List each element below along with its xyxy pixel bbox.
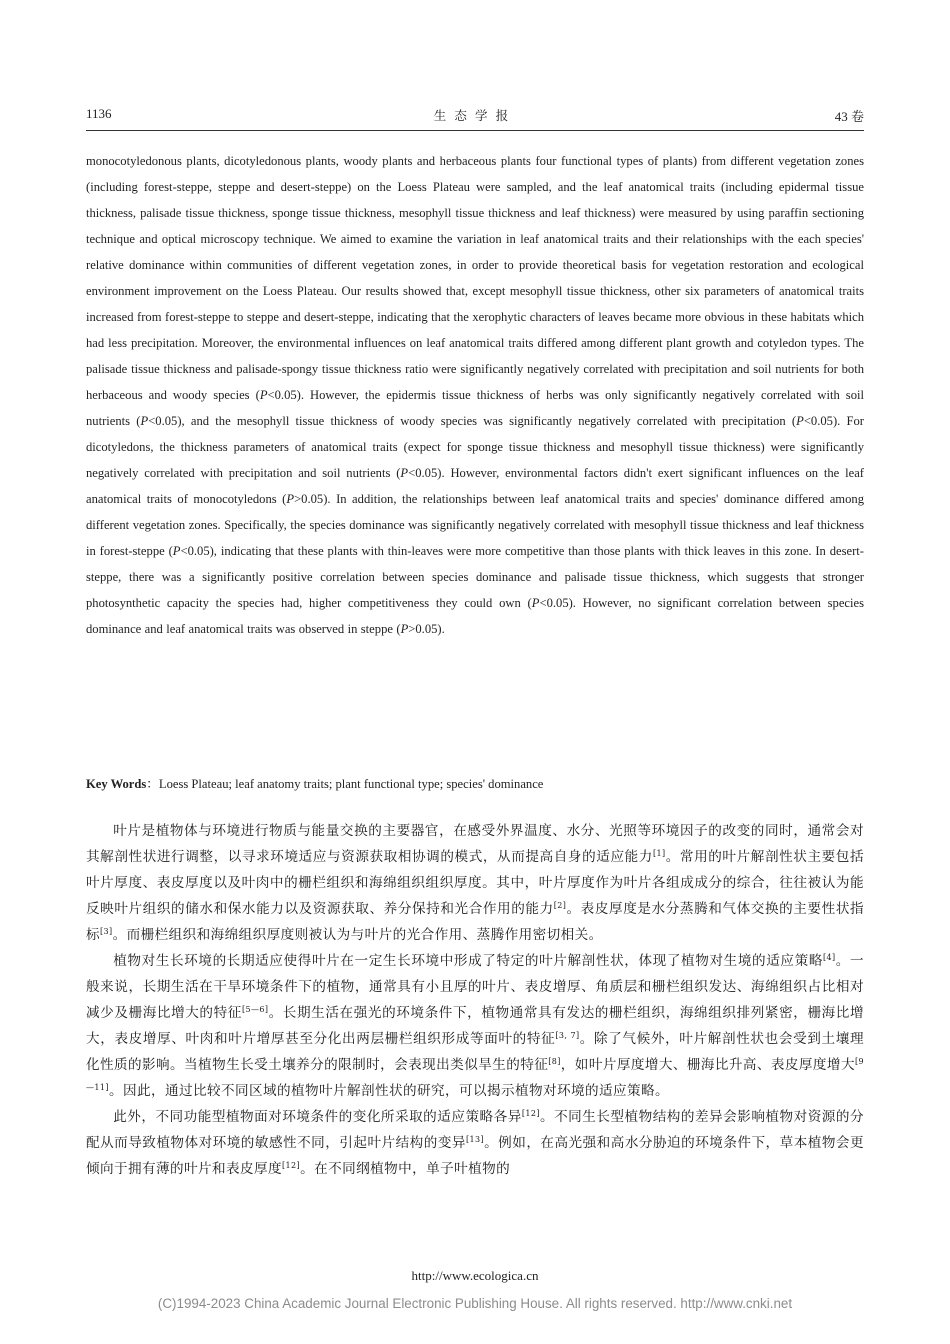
paragraph-text: 。因此，通过比较不同区域的植物叶片解剖性状的研究，可以揭示植物对环境的适应策略。 [108, 1083, 670, 1099]
journal-title: 生态学报 [433, 108, 517, 123]
p-symbol: P [259, 388, 268, 402]
running-header [86, 106, 864, 130]
p-symbol: P [796, 414, 804, 428]
english-abstract [86, 148, 864, 642]
paragraph-text: 。表皮厚度是水分蒸腾和气体交换的主要性状指标 [86, 901, 864, 943]
copyright-watermark: (C)1994-2023 China Academic Journal Electronic Publishing House. All rights reserved. http://www.cnki.net [157, 1296, 793, 1311]
abstract-text: <0.05). However, no significant correlation between species dominance and leaf anatomical traits was observed in steppe ( [86, 596, 864, 636]
abstract-text: >0.05). [408, 622, 445, 636]
p-symbol: P [531, 596, 540, 610]
paragraph-text: 。除了气候外，叶片解剖性状也会受到土壤理化性质的影响。当植物生长受土壤养分的限制时，会表现出类似旱生的特征 [86, 1031, 864, 1073]
abstract-text: <0.05). However, the epidermis tissue thickness of herbs was only significantly negatively correlated with soil nutrients ( [86, 388, 864, 428]
abstract-text: <0.05). However, environmental factors didn't exert significant influences on the leaf anatomical traits of monocotyledons ( [86, 466, 864, 506]
paragraph-text: 。在不同纲植物中，单子叶植物的 [300, 1161, 511, 1177]
citation: [9—11] [86, 1057, 864, 1092]
page-number: 1136 [86, 106, 112, 121]
citation: [12] [521, 1109, 540, 1118]
citation: [2] [553, 901, 567, 910]
paragraph-text: 此外，不同功能型植物面对环境条件的变化所采取的适应策略各异 [113, 1109, 522, 1125]
citation: [13] [465, 1135, 485, 1144]
abstract-text: <0.05). For dicotyledons, the thickness parameters of anatomical traits (expect for sponge tissue thickness and mesophyll tissue thickness) were significantly negatively correlated with precipitation and soil nutrients ( [86, 414, 864, 480]
abstract-text: monocotyledonous plants, dicotyledonous plants, woody plants and herbaceous plants four functional types of plants) from different vegetation zones (including forest-steppe, steppe and desert-steppe) on the Loess Plateau were sampled, and the leaf anatomical traits (including epidermal tissue thickness, palisade tissue thickness, sponge tissue thickness, mesophyll tissue thickness and leaf thickness) were measured by using paraffin sectioning technique and optical microscopy technique. We aimed to examine the variation in leaf anatomical traits and their relationships with the each species' relative dominance within communities of different vegetation zones, in order to provide theoretical basis for vegetation restoration and ecological environment improvement on the Loess Plateau. Our results showed that, except mesophyll tissue thickness, other six parameters of anatomical traits increased from forest-steppe to steppe and desert-steppe, indicating that the xerophytic characters of leaves became more obvious in these habitats which had less precipitation. Moreover, the environmental influences on leaf anatomical traits differed among different plant growth and cotyledon types. The palisade tissue thickness and palisade-spongy tissue thickness ratio were significantly negatively correlated with precipitation and soil nutrients for both herbaceous and woody species ( [86, 154, 864, 402]
paragraph-text: 。例如，在高光强和高水分胁迫的环境条件下，草本植物会更倾向于拥有薄的叶片和表皮厚度 [86, 1135, 864, 1177]
key-words [86, 772, 864, 796]
paragraph-text: 。一般来说，长期生活在干旱环境条件下的植物，通常具有小且厚的叶片、表皮增厚、角质层和栅栏组织发达、海绵组织占比相对减少及栅海比增大的特征 [86, 953, 864, 1021]
citation: [12] [282, 1161, 301, 1170]
abstract-text: <0.05), and the mesophyll tissue thickness of woody species was significantly negatively correlated with precipitation ( [148, 414, 797, 428]
paragraph-text: 叶片是植物体与环境进行物质与能量交换的主要器官，在感受外界温度、水分、光照等环境因子的改变的同时，通常会对其解剖性状进行调整，以寻求环境适应与资源获取相协调的模式，从而提高自身的适应能力 [86, 823, 864, 865]
volume-label: 43 卷 [834, 109, 864, 124]
p-symbol: P [400, 622, 409, 636]
citation: [3, 7] [555, 1031, 580, 1040]
citation: [5—6] [241, 1005, 269, 1014]
paragraph-text: 。而栅栏组织和海绵组织厚度则被认为与叶片的光合作用、蒸腾作用密切相关。 [112, 927, 603, 943]
paragraph-text: ，如叶片厚度增大、栅海比升高、表皮厚度增大 [560, 1057, 855, 1073]
journal-url: http://www.ecologica.cn [411, 1268, 539, 1283]
header-rule [86, 130, 864, 131]
p-symbol: P [286, 492, 295, 506]
paragraph [86, 948, 864, 1104]
paragraph [86, 818, 864, 948]
abstract-text: <0.05), indicating that these plants with thin-leaves were more competitive than those plants with thick leaves in this zone. In desert-steppe, there was a significantly positive correlation between species dominance and palisade tissue thickness, which suggests that stronger photosynthetic capacity the species had, higher competitiveness they could own ( [86, 544, 864, 610]
paragraph-text: 。长期生活在强光的环境条件下，植物通常具有发达的栅栏组织，海绵组织排列紧密，栅海比增大，表皮增厚、叶肉和叶片增厚甚至分化出两层栅栏组织形成等面叶的特征 [86, 1005, 864, 1047]
key-words-label: Key Words [86, 777, 147, 791]
citation: [1] [652, 849, 666, 858]
paragraph-text: 。不同生长型植物结构的差异会影响植物对资源的分配从而导致植物体对环境的敏感性不同，引起叶片结构的变异 [86, 1109, 864, 1151]
p-symbol: P [140, 414, 149, 428]
key-words-text: Loess Plateau; leaf anatomy traits; plant functional type; species' dominance [158, 777, 544, 791]
key-words-separator: ： [146, 777, 159, 791]
paragraph-text: 植物对生长环境的长期适应使得叶片在一定生长环境中形成了特定的叶片解剖性状，体现了植物对生境的适应策略 [113, 953, 824, 969]
p-symbol: P [172, 544, 181, 558]
citation: [8] [548, 1057, 561, 1066]
p-symbol: P [400, 466, 409, 480]
main-text [86, 818, 864, 1182]
citation: [3] [100, 927, 113, 936]
citation: [4] [823, 953, 836, 962]
paragraph [86, 1104, 864, 1182]
abstract-text: >0.05). In addition, the relationships between leaf anatomical traits and species' dominance differed among different vegetation zones. Specifically, the species dominance was significantly negatively correlated with mesophyll tissue thickness and leaf thickness in forest-steppe ( [86, 492, 864, 558]
paragraph-text: 。常用的叶片解剖性状主要包括叶片厚度、表皮厚度以及叶肉中的栅栏组织和海绵组织组织厚度。其中，叶片厚度作为叶片各组成成分的综合，往往被认为能反映叶片组织的储水和保水能力以及资源获取、养分保持和光合作用的能力 [86, 849, 864, 917]
